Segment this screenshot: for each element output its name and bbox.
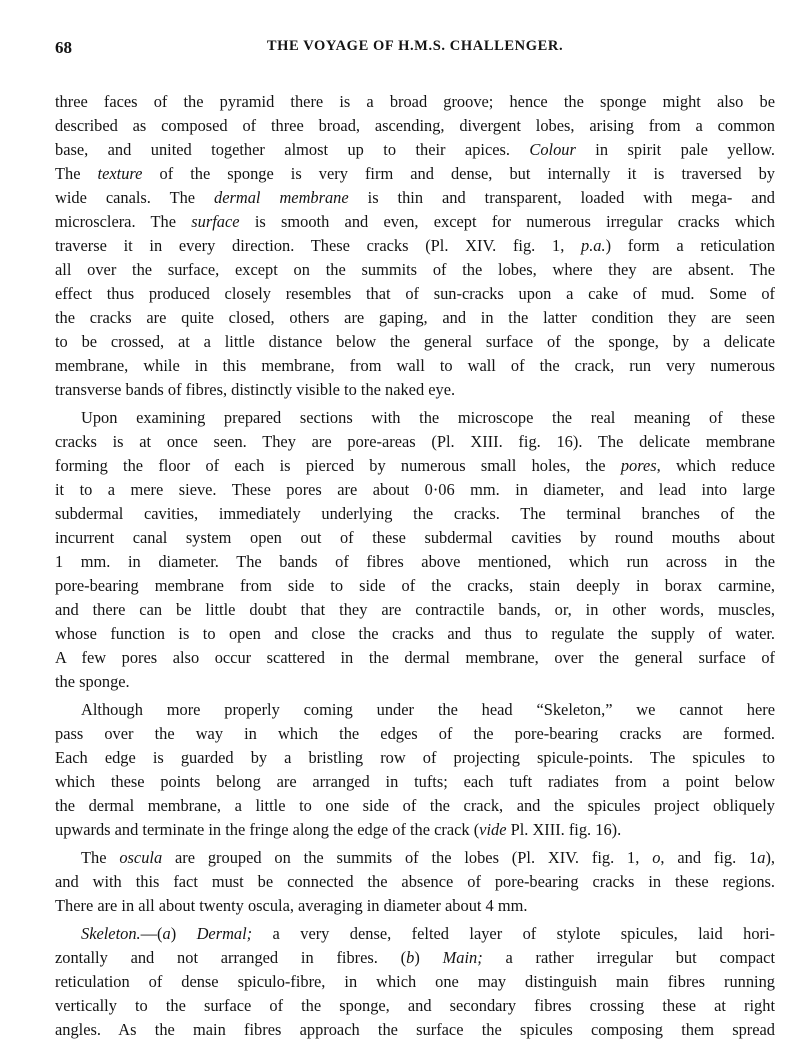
- text-run: pass over the way in which the edges of the pore-bearing cracks are formed.: [55, 724, 775, 743]
- text-run: upwards and terminate in the fringe along the edge of the crack (: [55, 820, 480, 839]
- text-run: The: [55, 164, 98, 183]
- text-line: [55, 670, 775, 694]
- page-header: [55, 38, 775, 68]
- text-line: [55, 114, 775, 138]
- text-line: [55, 210, 775, 234]
- text-line: [55, 354, 775, 378]
- text-run: reticulation of dense spiculo-fibre, in which one may distinguish main fibres running: [55, 972, 775, 991]
- text-run: a rather irregular but compact: [482, 948, 775, 967]
- text-run: Although more properly coming under the head “Skeleton,” we cannot here: [81, 700, 775, 719]
- text-line: [55, 598, 775, 622]
- text-line: [55, 994, 775, 1018]
- text-run: ) form a reticulation: [605, 236, 775, 255]
- paragraph-pore-areas: [55, 406, 775, 694]
- text-line: [55, 574, 775, 598]
- text-run: whose function is to open and close the cracks and thus to regulate the supply of water.: [55, 624, 775, 643]
- text-run: the cracks are quite closed, others are gaping, and in the latter condition they are seen: [55, 308, 775, 327]
- text-line: [55, 162, 775, 186]
- text-run: effect thus produced closely resembles that of sun-cracks upon a cake of mud. Some of: [55, 284, 775, 303]
- text-run: base, and united together almost up to their apices.: [55, 140, 530, 159]
- italic-term: surface: [191, 212, 240, 231]
- paragraph-oscula: [55, 846, 775, 918]
- text-run: three faces of the pyramid there is a broad groove; hence the sponge might also be: [55, 92, 775, 111]
- running-title: THE VOYAGE OF H.M.S. CHALLENGER.: [266, 38, 564, 54]
- text-run: A few pores also occur scattered in the dermal membrane, over the general surface of: [55, 648, 775, 667]
- text-line: [55, 502, 775, 526]
- text-run: pore-bearing membrane from side to side of the cracks, stain deeply in borax carmine,: [55, 576, 775, 595]
- text-line: [55, 282, 775, 306]
- text-line: [55, 258, 775, 282]
- text-run: described as composed of three broad, ascending, divergent lobes, arising from a common: [55, 116, 775, 135]
- italic-term: Main;: [442, 948, 483, 967]
- paragraph-description: [55, 90, 775, 402]
- text-line: [55, 90, 775, 114]
- text-run: traverse it in every direction. These cracks (Pl. XIV. fig. 1,: [55, 236, 582, 255]
- italic-term: dermal membrane: [214, 188, 349, 207]
- text-run: wide canals. The: [55, 188, 215, 207]
- paragraph-skeleton: [55, 922, 775, 1042]
- text-run: , and fig. 1: [660, 848, 758, 867]
- text-run: of the sponge is very firm and dense, but internally it is traversed by: [142, 164, 775, 183]
- italic-term: oscula: [119, 848, 163, 867]
- text-run: —(: [140, 924, 163, 943]
- text-line: [55, 478, 775, 502]
- text-run: in spirit pale yellow.: [575, 140, 776, 159]
- text-run: and with this fact must be connected the absence of pore-bearing cracks in these regions.: [55, 872, 775, 891]
- text-run: to be crossed, at a little distance below the general surface of the sponge, by a delicate: [55, 332, 775, 351]
- text-run: There are in all about twenty oscula, averaging in diameter about 4 mm.: [55, 896, 528, 915]
- text-run: cracks is at once seen. They are pore-areas (Pl. XIII. fig. 16). The delicate membrane: [55, 432, 775, 451]
- text-run: vertically to the surface of the sponge, and secondary fibres crossing these at right: [55, 996, 775, 1015]
- body-text: [55, 90, 775, 1042]
- text-run: the dermal membrane, a little to one side of the crack, and the spicules project obliquely: [55, 796, 775, 815]
- text-run: ): [414, 948, 443, 967]
- text-run: The: [81, 848, 120, 867]
- text-run: subdermal cavities, immediately underlying the cracks. The terminal branches of the: [55, 504, 775, 523]
- text-line: [55, 378, 775, 402]
- text-line: [55, 846, 775, 870]
- text-line: [55, 946, 775, 970]
- text-run: is thin and transparent, loaded with mega- and: [348, 188, 775, 207]
- text-line: [55, 646, 775, 670]
- italic-term: o: [652, 848, 661, 867]
- italic-term: Dermal;: [196, 924, 253, 943]
- text-run: incurrent canal system open out of these subdermal cavities by round mouths about: [55, 528, 775, 547]
- text-line: [55, 770, 775, 794]
- text-run: all over the surface, except on the summits of the lobes, where they are absent. The: [55, 260, 775, 279]
- text-run: 1 mm. in diameter. The bands of fibres above mentioned, which run across in the: [55, 552, 775, 571]
- text-line: [55, 330, 775, 354]
- text-run: Upon examining prepared sections with the microscope the real meaning of these: [81, 408, 775, 427]
- text-line: [55, 526, 775, 550]
- text-run: Each edge is guarded by a bristling row of projecting spicule-points. The spicules to: [55, 748, 775, 767]
- text-run: zontally and not arranged in fibres. (: [55, 948, 407, 967]
- text-run: angles. As the main fibres approach the surface the spicules composing them spread: [55, 1020, 775, 1039]
- text-run: it to a mere sieve. These pores are about 0·06 mm. in diameter, and lead into large: [55, 480, 775, 499]
- text-run: forming the floor of each is pierced by numerous small holes, the: [55, 456, 621, 475]
- text-line: [55, 430, 775, 454]
- text-line: [55, 454, 775, 478]
- text-run: ),: [765, 848, 775, 867]
- text-run: and there can be little doubt that they are contractile bands, or, in other words, muscles,: [55, 600, 775, 619]
- italic-term: vide: [479, 820, 507, 839]
- text-run: microsclera. The: [55, 212, 192, 231]
- paragraph-crack-edges: [55, 698, 775, 842]
- text-run: Pl. XIII. fig. 16).: [506, 820, 622, 839]
- text-line: [55, 894, 775, 918]
- italic-term: p.a.: [581, 236, 606, 255]
- text-line: [55, 870, 775, 894]
- text-line: [55, 818, 775, 842]
- text-line: [55, 138, 775, 162]
- italic-term: pores: [620, 456, 657, 475]
- text-line: [55, 406, 775, 430]
- text-line: [55, 970, 775, 994]
- text-run: the sponge.: [55, 672, 130, 691]
- italic-term: a: [757, 848, 766, 867]
- text-line: [55, 722, 775, 746]
- text-line: [55, 1018, 775, 1042]
- text-line: [55, 794, 775, 818]
- text-line: [55, 922, 775, 946]
- text-line: [55, 698, 775, 722]
- italic-term: Colour: [529, 140, 576, 159]
- text-line: [55, 550, 775, 574]
- italic-term: Skeleton.: [81, 924, 141, 943]
- text-run: ): [170, 924, 197, 943]
- text-line: [55, 234, 775, 258]
- text-run: , which reduce: [656, 456, 775, 475]
- text-line: [55, 746, 775, 770]
- text-line: [55, 186, 775, 210]
- text-line: [55, 622, 775, 646]
- text-run: transverse bands of fibres, distinctly visible to the naked eye.: [55, 380, 456, 399]
- text-run: which these points belong are arranged in tufts; each tuft radiates from a point below: [55, 772, 775, 791]
- text-run: a very dense, felted layer of stylote spicules, laid hori-: [252, 924, 775, 943]
- text-run: are grouped on the summits of the lobes (Pl. XIV. fig. 1,: [162, 848, 653, 867]
- italic-term: a: [162, 924, 171, 943]
- page-number: 68: [55, 38, 72, 57]
- text-run: membrane, while in this membrane, from wall to wall of the crack, run very numerous: [55, 356, 775, 375]
- italic-term: b: [406, 948, 415, 967]
- text-run: is smooth and even, except for numerous irregular cracks which: [239, 212, 775, 231]
- document-page: [55, 0, 775, 1050]
- italic-term: texture: [97, 164, 143, 183]
- text-line: [55, 306, 775, 330]
